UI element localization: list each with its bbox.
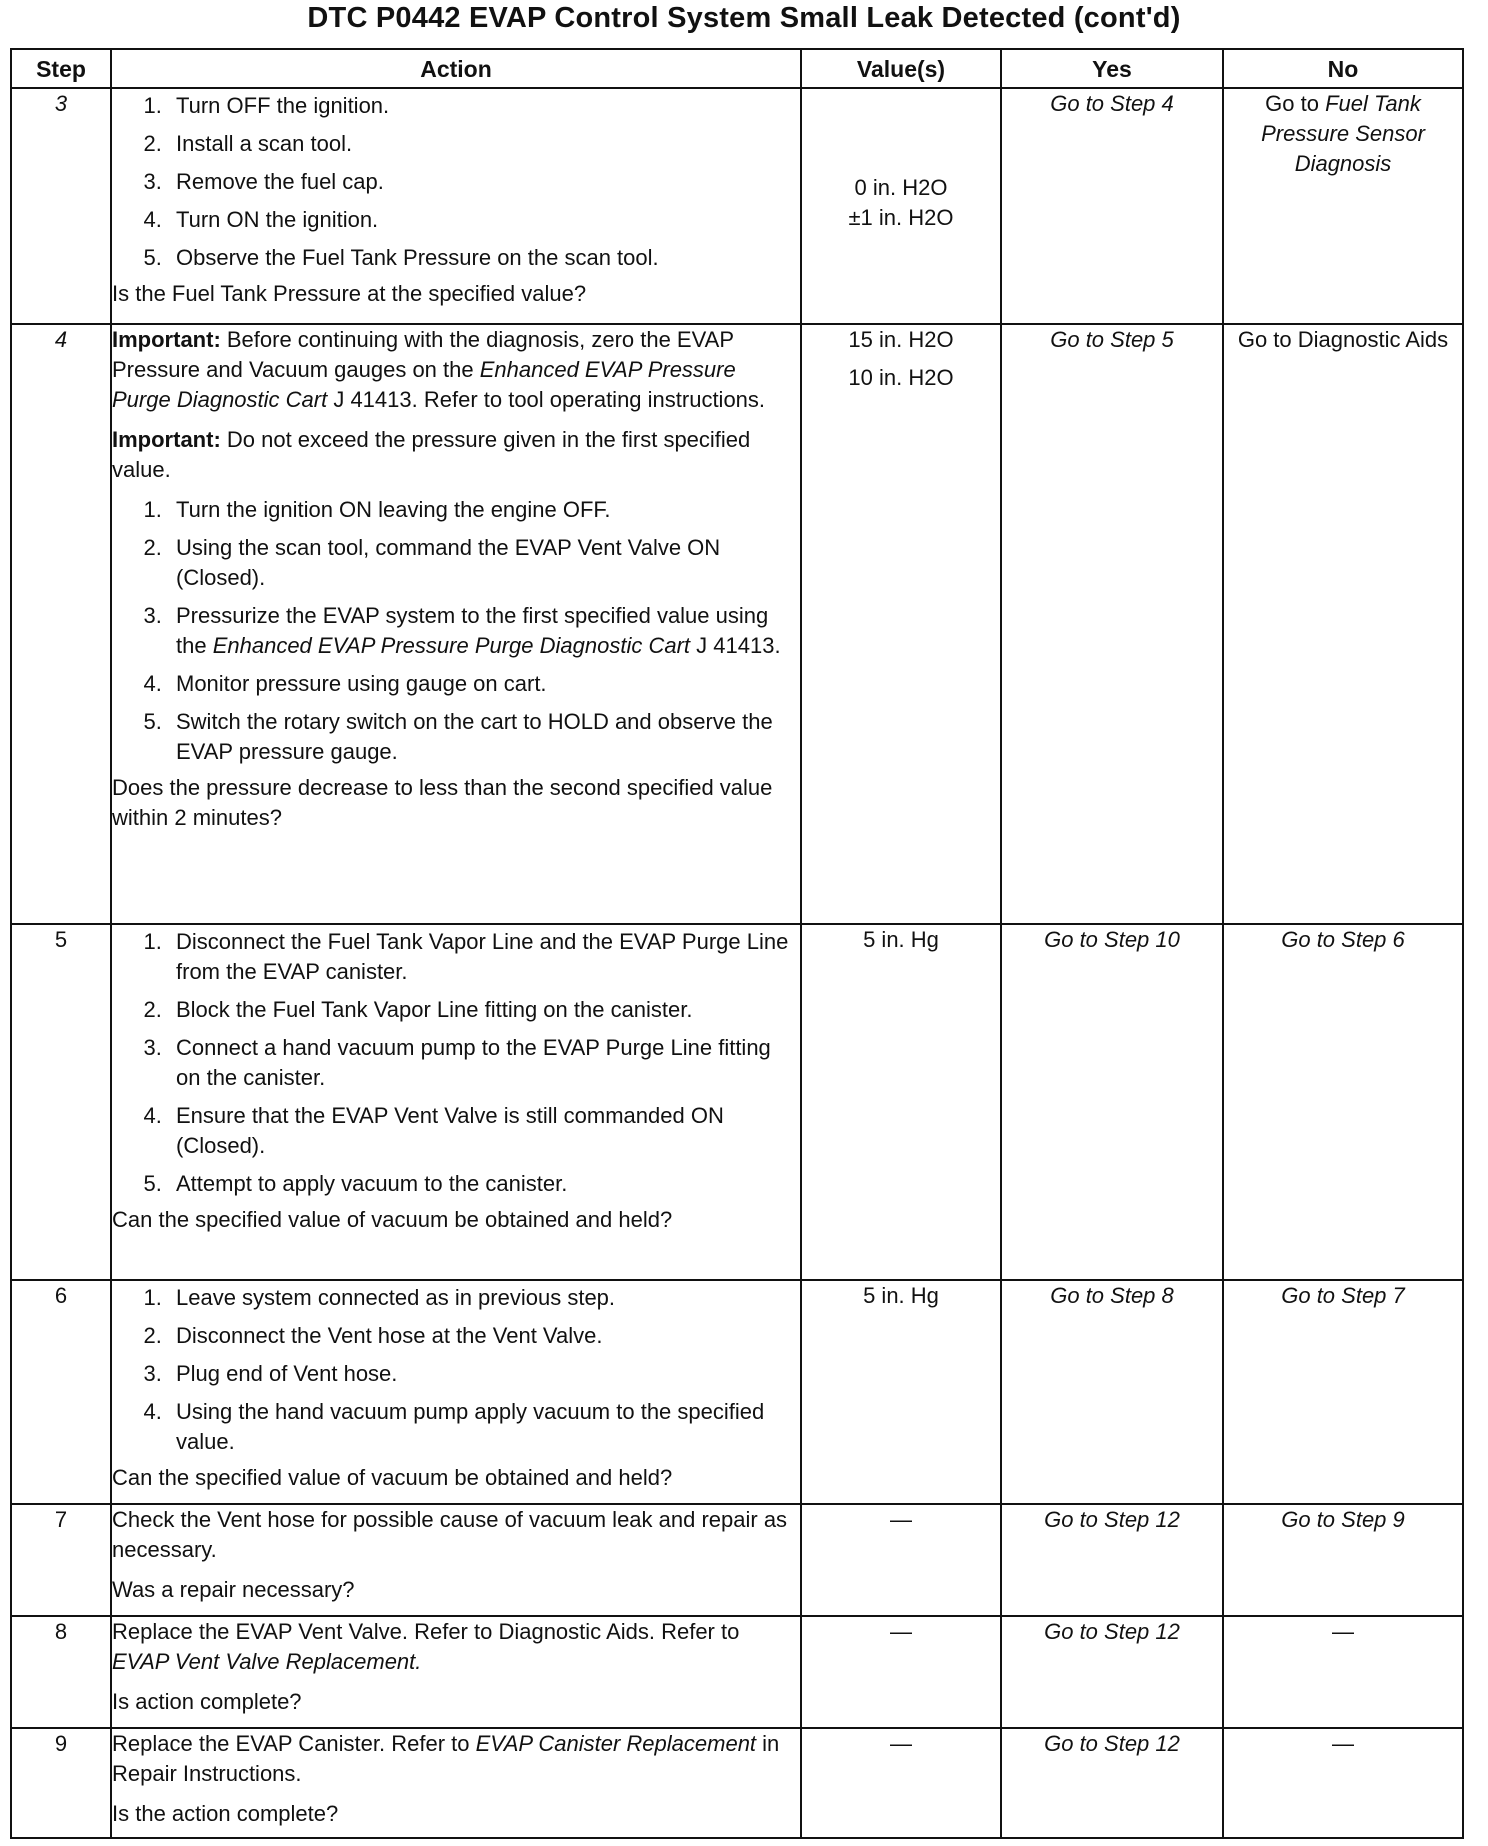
values-cell: [801, 1280, 1001, 1504]
list-item: 1. Turn the ignition ON leaving the engine OFF.: [168, 495, 800, 525]
action-text-part: Replace the EVAP Vent Valve. Refer to Diagnostic Aids. Refer to: [112, 1619, 740, 1644]
table-row: [11, 1280, 1463, 1504]
note-text: Do not exceed the pressure given in the first specified value.: [112, 427, 751, 482]
list-item: 2. Block the Fuel Tank Vapor Line fitting on the canister.: [168, 995, 800, 1025]
no-link-prefix: Go to: [1265, 91, 1319, 116]
list-item: 5. Observe the Fuel Tank Pressure on the scan tool.: [168, 243, 800, 273]
action-cell: [111, 1728, 801, 1838]
header-step: Step: [11, 49, 111, 88]
values-cell: —: [801, 1504, 1001, 1616]
no-cell: Go to Diagnostic Aids: [1223, 324, 1463, 924]
header-yes: Yes: [1001, 49, 1223, 88]
table-row: [11, 924, 1463, 1280]
action-list: [112, 495, 800, 767]
yes-cell: Go to Step 4: [1001, 88, 1223, 324]
procedure-name: EVAP Canister Replacement: [475, 1731, 757, 1756]
list-item: 4. Monitor pressure using gauge on cart.: [168, 669, 800, 699]
action-question: Can the specified value of vacuum be obtained and held?: [112, 1207, 673, 1232]
action-question: Is action complete?: [112, 1689, 302, 1714]
value-text: 0 in. H2O: [854, 175, 948, 200]
action-list: [112, 1283, 800, 1457]
list-item: 1. Turn OFF the ignition.: [168, 91, 800, 121]
action-question: Can the specified value of vacuum be obtained and held?: [112, 1465, 673, 1490]
values-cell: —: [801, 1728, 1001, 1838]
list-item: 4. Using the hand vacuum pump apply vacuum to the specified value.: [168, 1397, 800, 1457]
yes-cell: Go to Step 8: [1001, 1280, 1223, 1504]
header-values: Value(s): [801, 49, 1001, 88]
no-cell: —: [1223, 1616, 1463, 1728]
note-text: Before continuing with the diagnosis, zero the EVAP Pressure and Vacuum gauges on the: [112, 327, 734, 382]
step-number: 4: [11, 324, 111, 924]
header-action: Action: [111, 49, 801, 88]
list-item: 4. Ensure that the EVAP Vent Valve is still commanded ON (Closed).: [168, 1101, 800, 1161]
action-question: Does the pressure decrease to less than the second specified value within 2 minutes?: [112, 775, 773, 830]
item-text: J 41413.: [690, 633, 781, 658]
yes-cell: Go to Step 10: [1001, 924, 1223, 1280]
diagnostic-table: [10, 48, 1464, 1839]
no-link-target: Fuel Tank Pressure Sensor Diagnosis: [1261, 91, 1425, 176]
action-cell: [111, 324, 801, 924]
list-item: 3. Connect a hand vacuum pump to the EVAP Purge Line fitting on the canister.: [168, 1033, 800, 1093]
action-list: [112, 927, 800, 1199]
values-cell: —: [801, 1616, 1001, 1728]
action-text: Check the Vent hose for possible cause of vacuum leak and repair as necessary.: [112, 1507, 788, 1562]
action-cell: [111, 88, 801, 324]
list-item: [168, 601, 800, 661]
page-title: DTC P0442 EVAP Control System Small Leak Detected (cont'd): [307, 2, 1181, 34]
action-text: [112, 1729, 800, 1789]
no-cell: —: [1223, 1728, 1463, 1838]
list-item: 1. Disconnect the Fuel Tank Vapor Line and the EVAP Purge Line from the EVAP canister.: [168, 927, 800, 987]
step-number: 6: [11, 1280, 111, 1504]
action-cell: [111, 924, 801, 1280]
step-number: 8: [11, 1616, 111, 1728]
yes-cell: Go to Step 12: [1001, 1728, 1223, 1838]
action-list: [112, 91, 800, 273]
list-item: 5. Attempt to apply vacuum to the canister.: [168, 1169, 800, 1199]
table-row: [11, 324, 1463, 924]
values-cell: [801, 924, 1001, 1280]
no-cell: Go to Step 7: [1223, 1280, 1463, 1504]
value-text: 10 in. H2O: [848, 365, 954, 390]
action-text-part: Replace the EVAP Canister. Refer to: [112, 1731, 476, 1756]
list-item: 3. Remove the fuel cap.: [168, 167, 800, 197]
no-cell: Go to Step 9: [1223, 1504, 1463, 1616]
value-text: ±1 in. H2O: [848, 205, 954, 230]
action-question: Was a repair necessary?: [112, 1577, 355, 1602]
table-header-row: [11, 49, 1463, 88]
important-label: Important:: [112, 427, 221, 452]
item-text: Pressurize the EVAP system to the first specified value using the: [176, 603, 769, 658]
note-text: J 41413. Refer to tool operating instructions.: [327, 387, 766, 412]
important-note: [112, 425, 800, 485]
table-row: [11, 1504, 1463, 1616]
list-item: 5. Switch the rotary switch on the cart to HOLD and observe the EVAP pressure gauge.: [168, 707, 800, 767]
tool-name: Enhanced EVAP Pressure Purge Diagnostic Cart: [112, 357, 736, 412]
action-question: Is the Fuel Tank Pressure at the specified value?: [112, 281, 587, 306]
yes-cell: Go to Step 12: [1001, 1504, 1223, 1616]
procedure-name: EVAP Vent Valve Replacement.: [112, 1649, 422, 1674]
list-item: 2. Install a scan tool.: [168, 129, 800, 159]
list-item: 2. Disconnect the Vent hose at the Vent Valve.: [168, 1321, 800, 1351]
list-item: 4. Turn ON the ignition.: [168, 205, 800, 235]
step-number: 3: [11, 88, 111, 324]
table-row: [11, 1728, 1463, 1838]
action-cell: [111, 1280, 801, 1504]
no-cell: [1223, 88, 1463, 324]
value-text: 5 in. Hg: [863, 1283, 939, 1308]
values-cell: [801, 88, 1001, 324]
important-note: [112, 325, 800, 415]
action-question: Is the action complete?: [112, 1801, 339, 1826]
step-number: 9: [11, 1728, 111, 1838]
important-label: Important:: [112, 327, 221, 352]
action-cell: [111, 1504, 801, 1616]
action-cell: [111, 1616, 801, 1728]
list-item: 3. Plug end of Vent hose.: [168, 1359, 800, 1389]
table-row: [11, 88, 1463, 324]
step-number: 7: [11, 1504, 111, 1616]
value-text: 15 in. H2O: [848, 327, 954, 352]
values-cell: [801, 324, 1001, 924]
tool-name: Enhanced EVAP Pressure Purge Diagnostic Cart: [212, 633, 691, 658]
value-text: 5 in. Hg: [863, 927, 939, 952]
yes-cell: Go to Step 5: [1001, 324, 1223, 924]
action-text-part: in Repair Instructions.: [112, 1731, 780, 1786]
action-text: [112, 1617, 800, 1677]
list-item: 1. Leave system connected as in previous step.: [168, 1283, 800, 1313]
table-row: [11, 1616, 1463, 1728]
step-number: 5: [11, 924, 111, 1280]
yes-cell: Go to Step 12: [1001, 1616, 1223, 1728]
header-no: No: [1223, 49, 1463, 88]
list-item: 2. Using the scan tool, command the EVAP Vent Valve ON (Closed).: [168, 533, 800, 593]
no-cell: Go to Step 6: [1223, 924, 1463, 1280]
